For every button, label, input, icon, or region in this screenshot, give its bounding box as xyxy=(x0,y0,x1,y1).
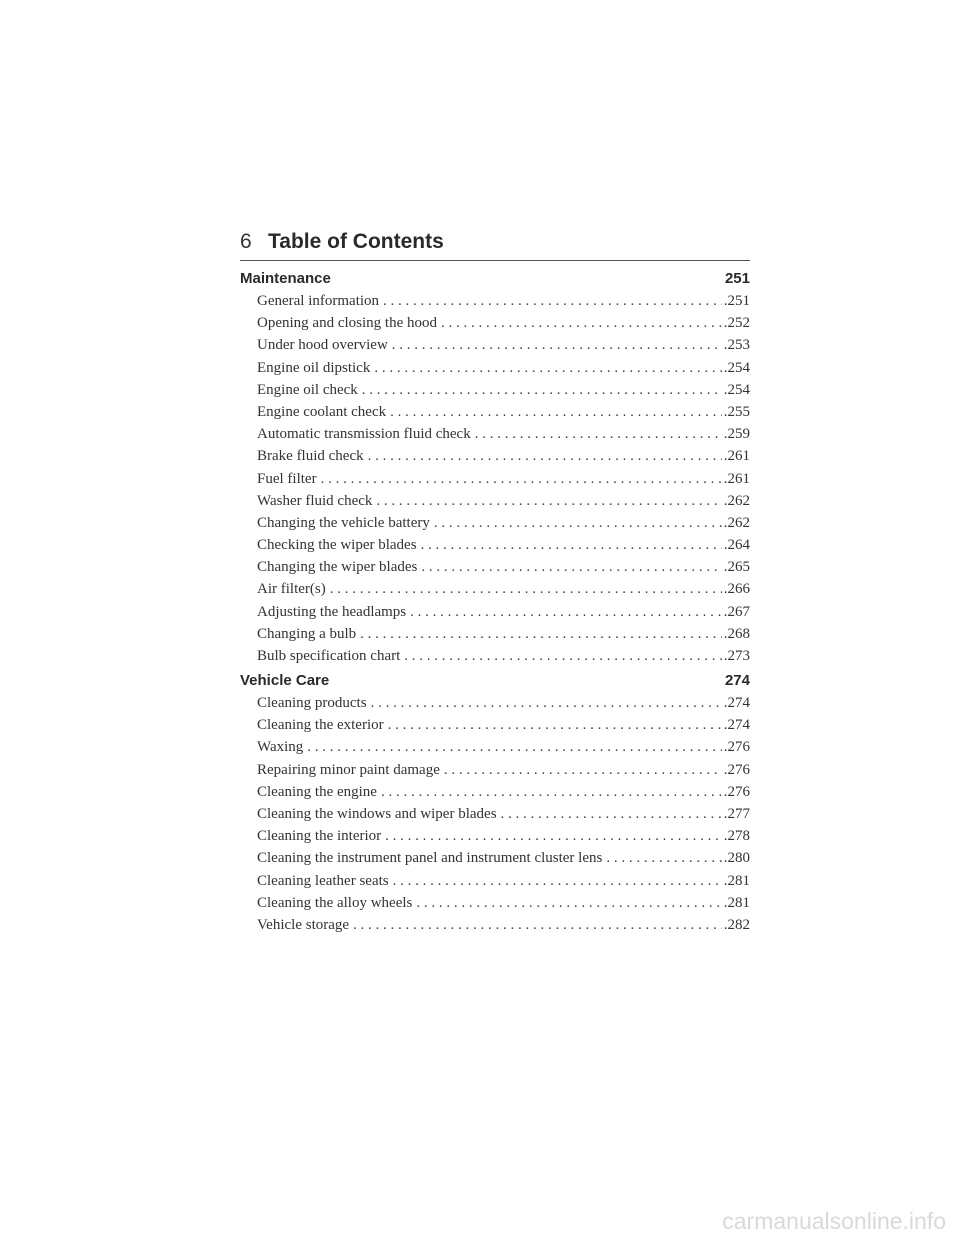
toc-entry-page: .281 xyxy=(723,894,750,911)
toc-entry-title: Engine oil check xyxy=(257,381,358,398)
toc-entry-page: .251 xyxy=(723,293,750,309)
section-heading[interactable] xyxy=(240,268,750,290)
dot-leader xyxy=(434,512,722,534)
toc-entry-title: Repairing minor paint damage xyxy=(257,761,440,778)
toc-entry-page: .255 xyxy=(723,403,750,420)
toc-entry-page: .277 xyxy=(723,805,750,822)
toc-entry-page: .254 xyxy=(723,359,750,376)
toc-entry-list xyxy=(240,290,750,667)
toc-entry[interactable] xyxy=(240,825,750,847)
toc-entry-title: Waxing xyxy=(257,739,304,756)
toc-entry-page: .267 xyxy=(723,603,750,620)
toc-entry-page: .261 xyxy=(723,448,750,465)
toc-entry[interactable] xyxy=(240,803,750,825)
toc-entry-page: .274 xyxy=(723,695,750,711)
toc-entry[interactable] xyxy=(240,601,750,623)
toc-entry[interactable] xyxy=(240,401,750,423)
dot-leader xyxy=(381,781,722,803)
toc-entry[interactable] xyxy=(240,357,750,379)
toc-entry[interactable] xyxy=(240,914,750,936)
toc-entry-title: Cleaning the engine xyxy=(257,783,377,800)
toc-entry-title: Fuel filter xyxy=(257,470,317,487)
toc-entry[interactable] xyxy=(240,468,750,490)
toc-entry-page: .274 xyxy=(723,717,750,734)
toc-entry-title: Opening and closing the hood xyxy=(257,315,437,332)
toc-entry-title: Engine coolant check xyxy=(257,403,387,420)
dot-leader xyxy=(501,803,722,825)
toc-entry-title: Vehicle storage xyxy=(257,916,350,933)
toc-entry[interactable] xyxy=(240,645,750,667)
toc-entry-title: Cleaning the exterior xyxy=(257,717,384,734)
toc-entry[interactable] xyxy=(240,534,750,556)
toc-entry-page: .273 xyxy=(723,648,750,664)
toc-entry-list xyxy=(240,692,750,936)
toc-entry-page: .276 xyxy=(723,761,750,778)
dot-leader xyxy=(404,645,721,667)
dot-leader xyxy=(353,914,722,936)
toc-section-maintenance xyxy=(240,268,750,667)
dot-leader xyxy=(330,578,722,600)
toc-entry[interactable] xyxy=(240,379,750,401)
toc-entry[interactable] xyxy=(240,512,750,534)
dot-leader xyxy=(383,290,722,312)
dot-leader xyxy=(606,847,721,869)
toc-entry[interactable] xyxy=(240,556,750,578)
toc-entry[interactable] xyxy=(240,692,750,714)
toc-entry-title: Washer fluid check xyxy=(257,492,373,509)
toc-entry-title: Changing the wiper blades xyxy=(257,559,418,576)
toc-entry[interactable] xyxy=(240,578,750,600)
toc-entry-page: .262 xyxy=(723,514,750,531)
toc-entry-page: .276 xyxy=(723,739,750,756)
watermark: carmanualsonline.info xyxy=(722,1208,946,1234)
toc-entry-title: Cleaning the windows and wiper blades xyxy=(257,805,497,822)
dot-leader xyxy=(410,601,722,623)
toc-entry[interactable] xyxy=(240,445,750,467)
toc-entry-page: .264 xyxy=(723,537,750,554)
dot-leader xyxy=(392,334,722,356)
dot-leader xyxy=(374,357,721,379)
toc-entry[interactable] xyxy=(240,714,750,736)
dot-leader xyxy=(360,623,722,645)
toc-entry-title: Adjusting the headlamps xyxy=(257,603,407,620)
page-title: Table of Contents xyxy=(268,230,444,253)
toc-entry-page: .282 xyxy=(723,916,750,933)
page-number: 6 xyxy=(240,230,252,253)
dot-leader xyxy=(362,379,722,401)
toc-entry-title: Bulb specification chart xyxy=(257,648,401,664)
dot-leader xyxy=(416,892,721,914)
toc-entry-title: Under hood overview xyxy=(257,337,388,354)
section-page: 251 xyxy=(724,270,750,287)
dot-leader xyxy=(390,401,722,423)
dot-leader xyxy=(475,423,722,445)
toc-entry-title: Cleaning the interior xyxy=(257,828,382,845)
toc-entry-title: Automatic transmission fluid check xyxy=(257,426,471,443)
section-title: Vehicle Care xyxy=(240,672,330,689)
toc-entry-page: .281 xyxy=(723,872,750,889)
dot-leader xyxy=(444,759,722,781)
toc-entry-page: .259 xyxy=(723,426,750,443)
dot-leader xyxy=(385,825,722,847)
toc-entry[interactable] xyxy=(240,334,750,356)
toc-entry-title: General information xyxy=(257,293,380,309)
toc-entry[interactable] xyxy=(240,490,750,512)
page-header xyxy=(240,230,750,261)
toc-section-vehicle-care xyxy=(240,670,750,936)
toc-entry[interactable] xyxy=(240,290,750,312)
toc-entry-title: Checking the wiper blades xyxy=(257,537,417,554)
toc-entry-title: Cleaning the instrument panel and instrument cluster lens xyxy=(257,850,603,867)
dot-leader xyxy=(441,312,722,334)
toc-entry-page: .254 xyxy=(723,381,750,398)
section-title: Maintenance xyxy=(240,270,331,287)
toc-entry-page: .276 xyxy=(723,783,750,800)
toc-entry-title: Cleaning products xyxy=(257,695,367,711)
toc-entry[interactable] xyxy=(240,623,750,645)
toc-entry-title: Engine oil dipstick xyxy=(257,359,371,376)
dot-leader xyxy=(421,534,722,556)
toc-entry-title: Changing the vehicle battery xyxy=(257,514,430,531)
dot-leader xyxy=(368,445,722,467)
section-page: 274 xyxy=(724,672,750,689)
dot-leader xyxy=(388,714,722,736)
dot-leader xyxy=(371,692,722,714)
toc-entry-title: Air filter(s) xyxy=(257,581,326,598)
toc-entry-page: .268 xyxy=(723,625,750,642)
dot-leader xyxy=(421,556,721,578)
dot-leader xyxy=(393,870,722,892)
toc-entry[interactable] xyxy=(240,781,750,803)
toc-entry-page: .280 xyxy=(723,850,750,867)
toc-entry[interactable] xyxy=(240,759,750,781)
dot-leader xyxy=(307,736,721,758)
toc-entry[interactable] xyxy=(240,312,750,334)
toc-entry-title: Cleaning leather seats xyxy=(257,872,389,889)
dot-leader xyxy=(376,490,721,512)
toc-entry[interactable] xyxy=(240,892,750,914)
toc-entry-page: .262 xyxy=(723,492,750,509)
toc-entry[interactable] xyxy=(240,423,750,445)
toc-entry[interactable] xyxy=(240,847,750,869)
toc-entry[interactable] xyxy=(240,736,750,758)
toc-entry-page: .252 xyxy=(723,315,750,332)
toc-entry[interactable] xyxy=(240,870,750,892)
toc-entry-title: Cleaning the alloy wheels xyxy=(257,894,413,911)
toc-entry-page: .278 xyxy=(723,828,750,845)
dot-leader xyxy=(321,468,722,490)
toc-entry-page: .261 xyxy=(723,470,750,487)
toc-entry-page: .266 xyxy=(723,581,750,598)
toc-entry-page: .253 xyxy=(723,337,750,354)
section-heading[interactable] xyxy=(240,670,750,692)
toc-entry-title: Brake fluid check xyxy=(257,448,364,465)
toc-entry-page: .265 xyxy=(723,559,750,576)
toc-entry-title: Changing a bulb xyxy=(257,625,357,642)
